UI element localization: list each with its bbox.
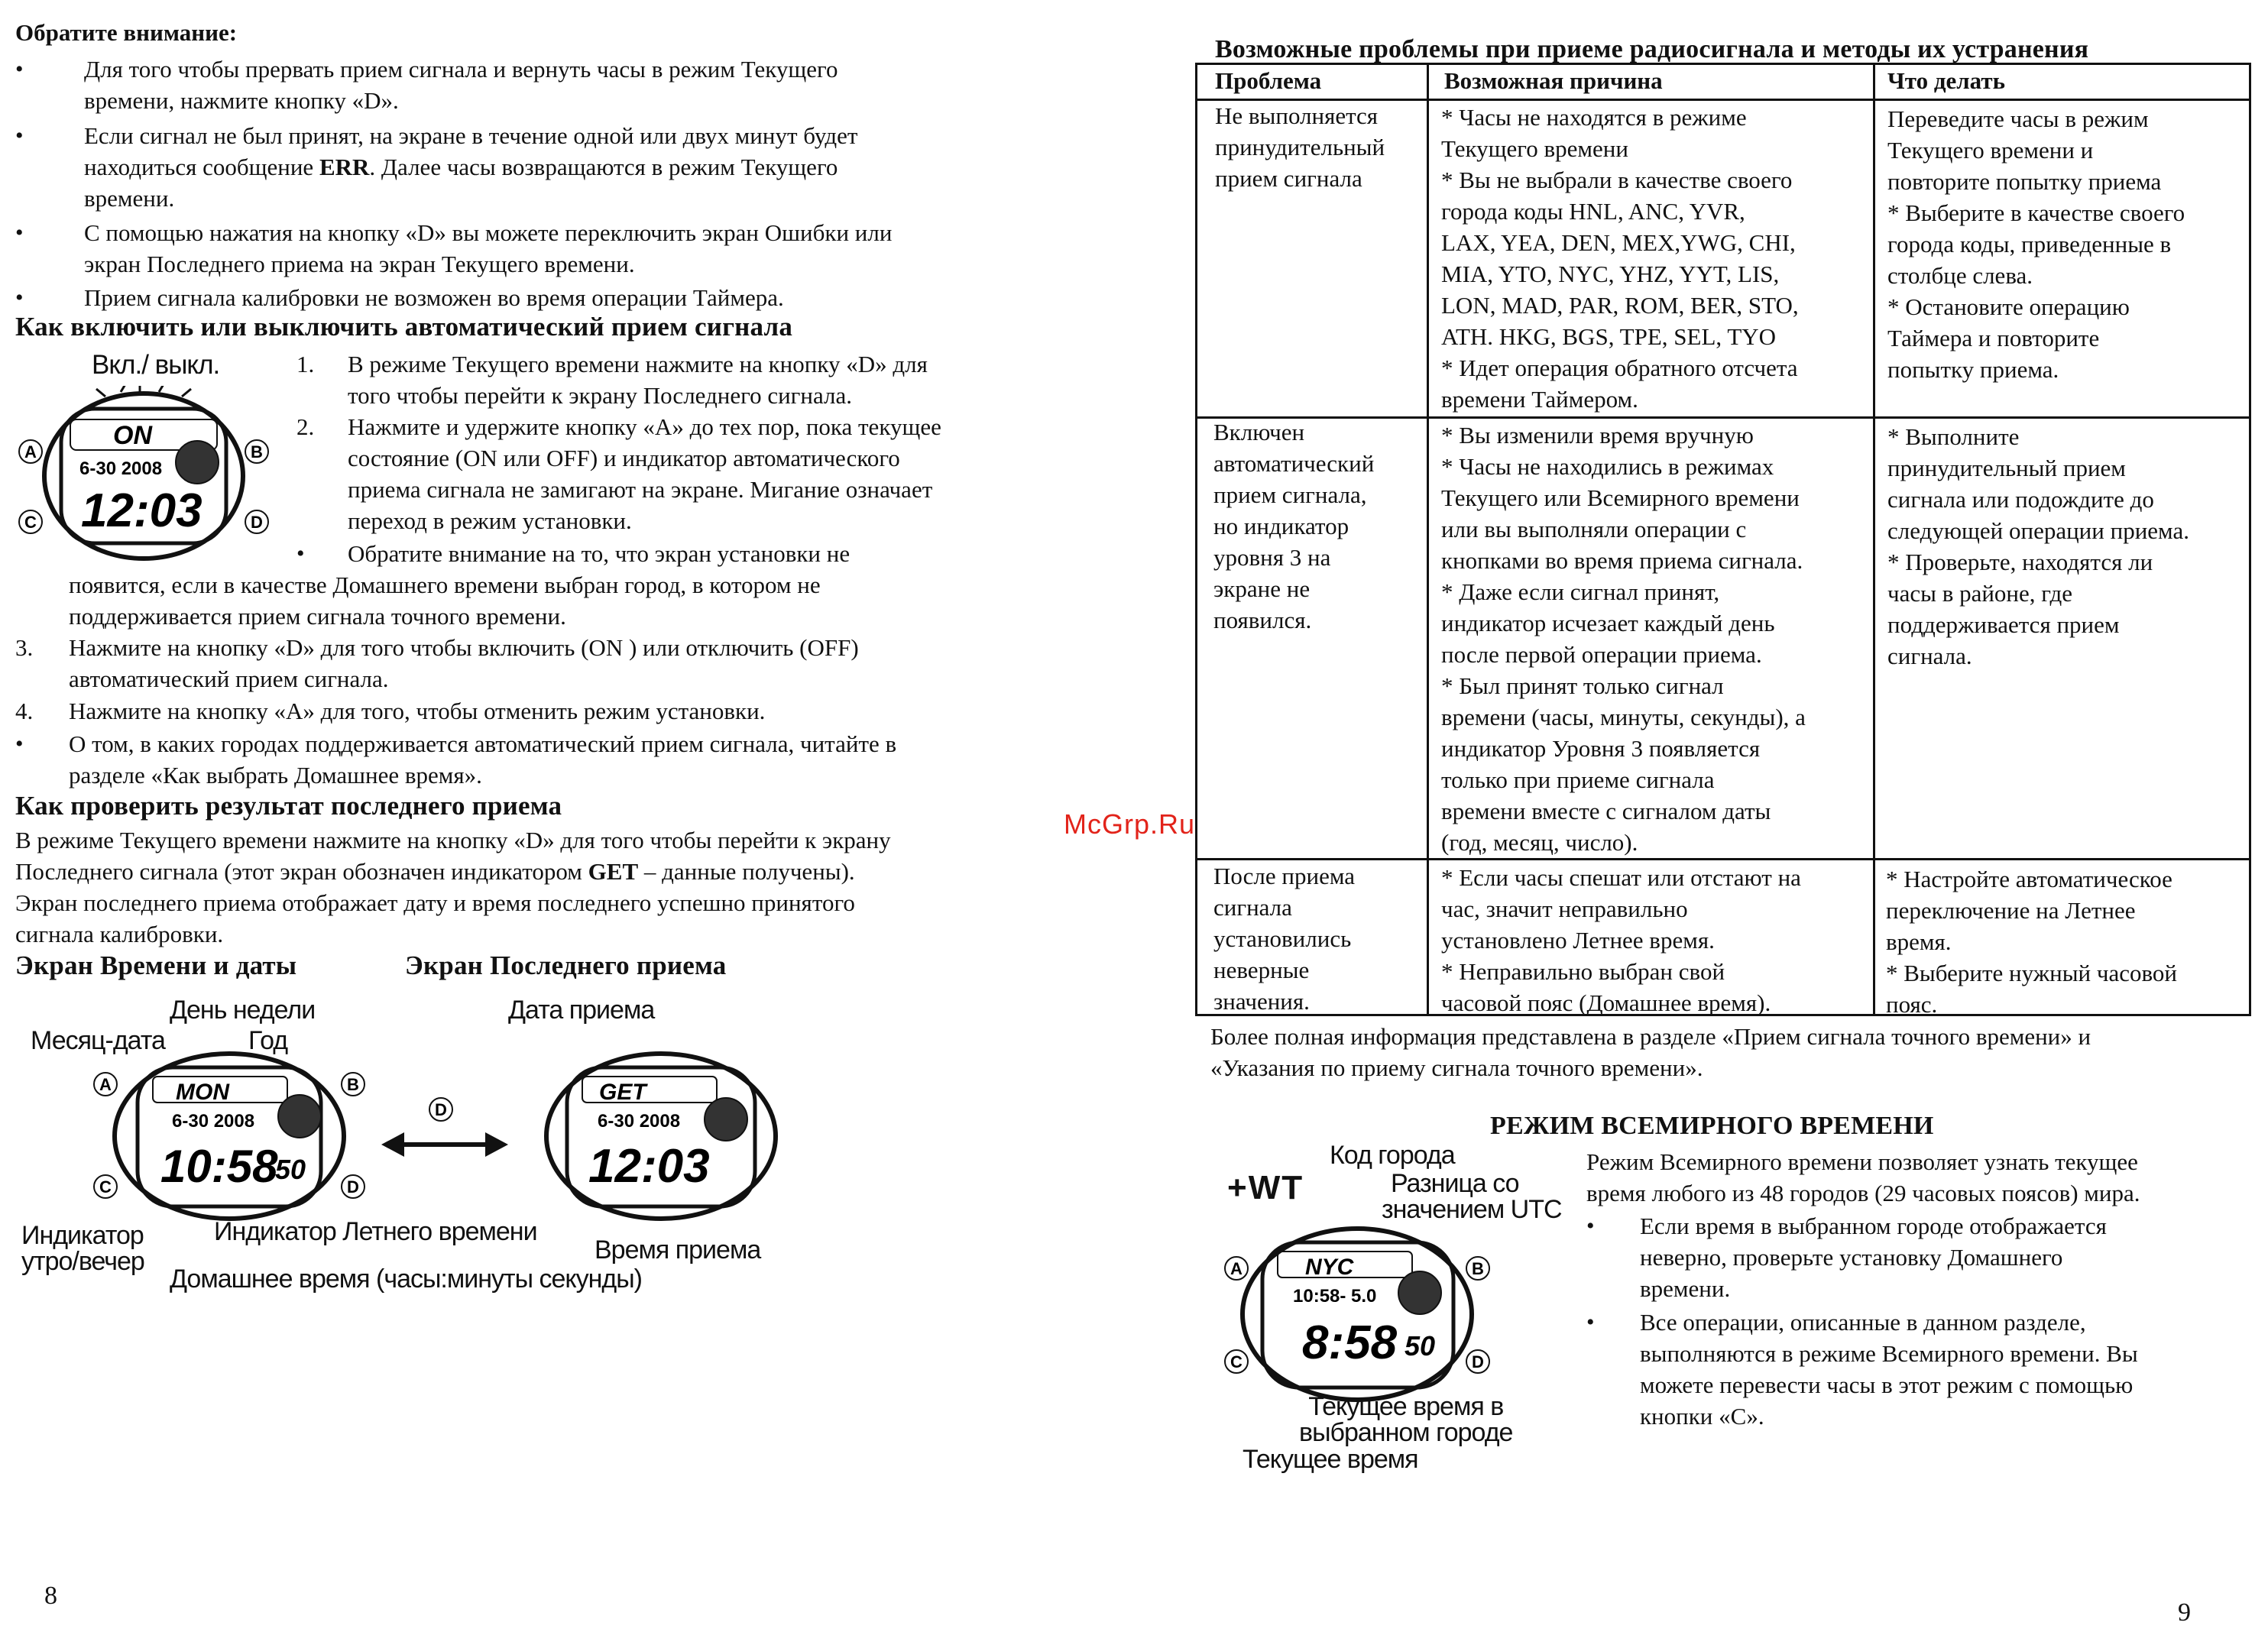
- attention-bullet-2-line-1: Если сигнал не был принят, на экране в течение одной или двух минут будет: [84, 122, 858, 149]
- world-intro-line-1: Режим Всемирного времени позволяет узнать текущее: [1586, 1148, 2138, 1175]
- watch-world-seconds: 50: [1405, 1330, 1436, 1362]
- attention-bullet-2-line-3: времени.: [84, 185, 175, 212]
- label-dst-indicator: Индикатор Летнего времени: [214, 1217, 537, 1246]
- screen-last-receive-heading: Экран Последнего приема: [405, 950, 727, 980]
- row-3-problem: После приема сигнала установились неверные значения.: [1213, 863, 1356, 1015]
- step-3-line-1: Нажмите на кнопку «D» для того чтобы включить (ON ) или отключить (OFF): [69, 634, 859, 661]
- step-bullet-line-1: О том, в каких городах поддерживается автоматический прием сигнала, читайте в: [69, 730, 897, 757]
- svg-text:D: D: [435, 1100, 447, 1119]
- svg-text:D: D: [347, 1177, 359, 1197]
- svg-text:C: C: [24, 513, 37, 532]
- row-1-cause: * Часы не находятся в режиме Текущего времени * Вы не выбрали в качестве своего города коды HNL, ANC, YVR, LAX, YEA, DEN, MEX,YWG, CHI, MIA, YTO, NYC, YHZ, YYT, LIS, LON, MAD, PAR, ROM, BER, STO, ATH. HKG, BGS, TPE, SEL, TYO * Идет операция обратного отсчета времени Таймером.: [1441, 104, 1799, 413]
- svg-text:C: C: [99, 1177, 112, 1197]
- watch-last-receive-illustration: [535, 1051, 787, 1226]
- step-note-line-2: появится, если в качестве Домашнего времени выбран город, в котором не: [69, 572, 821, 598]
- world-bullet-2-line-4: кнопки «C».: [1640, 1403, 1764, 1430]
- row-2-action: * Выполните принудительный прием сигнала или подождите до следующей операции приема. * Проверьте, находятся ли часы в районе, где поддерживается прием сигнала.: [1887, 423, 2189, 669]
- watch-world-top: NYC: [1305, 1255, 1354, 1280]
- svg-text:B: B: [347, 1075, 359, 1094]
- watch-world-time: 8:58: [1302, 1316, 1398, 1369]
- step-bullet-line-2: разделе «Как выбрать Домашнее время».: [69, 762, 482, 788]
- watch-time-date: 6-30 2008: [172, 1111, 255, 1132]
- svg-text:C: C: [1230, 1352, 1243, 1371]
- label-wt-indicator: +WT: [1227, 1169, 1304, 1206]
- label-city-code: Код города: [1330, 1141, 1455, 1170]
- attention-bullet-2-line-2: находиться сообщение ERR. Далее часы возвращаются в режим Текущего: [84, 154, 838, 180]
- watch-time-date-illustration: [84, 1051, 374, 1226]
- world-bullet-1-line-2: неверно, проверьте установку Домашнего: [1640, 1244, 2063, 1271]
- attention-bullet-3-line-2: экран Последнего приема на экран Текущего времени.: [84, 251, 635, 277]
- row-1-action: Переведите часы в режим Текущего времени и повторите попытку приема * Выберите в качестве своего города коды, приведенные в столбце слева. * Остановите операцию Таймера и повторите попытку приема.: [1887, 105, 2185, 383]
- step-2-line-4: переход в режим установки.: [348, 507, 632, 534]
- step-2-line-1: Нажмите и удержите кнопку «A» до тех пор, пока текущее: [348, 413, 941, 440]
- label-ampm: Индикатор утро/вечер: [21, 1221, 144, 1276]
- world-bullet-2-line-3: можете перевести часы в этот режим с помощью: [1640, 1371, 2134, 1398]
- world-bullet-1-line-3: времени.: [1640, 1275, 1731, 1302]
- svg-text:A: A: [99, 1075, 112, 1094]
- auto-receive-heading: Как включить или выключить автоматический прием сигнала: [15, 312, 793, 342]
- svg-text:B: B: [251, 442, 263, 461]
- step-note-line-1: Обратите внимание на то, что экран установки не: [348, 540, 851, 567]
- svg-text:B: B: [1472, 1259, 1484, 1278]
- step-1-number: 1.: [296, 351, 315, 377]
- attention-bullet-1-line-1: Для того чтобы прервать прием сигнала и вернуть часы в режим Текущего: [84, 56, 838, 83]
- label-weekday: День недели: [170, 996, 316, 1025]
- label-utc-offset: Разница со значением UTC: [1382, 1169, 1562, 1224]
- check-para-line-1: В режиме Текущего времени нажмите на кнопку «D» для того чтобы перейти к экрану: [15, 827, 891, 853]
- watch-time-clock: 10:58: [160, 1141, 278, 1192]
- page-number-right: 9: [2178, 1598, 2191, 1627]
- after-table-line-1: Более полная информация представлена в разделе «Прием сигнала точного времени» и: [1210, 1023, 2091, 1050]
- svg-text:A: A: [1230, 1259, 1243, 1278]
- row-2-cause: * Вы изменили время вручную * Часы не находились в режимах Текущего или Всемирного времени или вы выполняли операции с кнопками во время приема сигнала. * Даже если сигнал принят, индикатор исчезает каждый день после первой операции приема. * Был принят только сигнал времени (часы, минуты, секунды), а индикатор Уровня 3 появляется только при приеме сигнала времени вместе с сигналом даты (год, месяц, число).: [1441, 422, 1806, 856]
- label-year: Год: [248, 1026, 288, 1055]
- step-note-line-3: поддерживается прием сигнала точного времени.: [69, 603, 566, 630]
- watch-onoff-illustration: [14, 386, 274, 562]
- world-intro-line-2: время любого из 48 городов (29 часовых поясов) мира.: [1586, 1180, 2140, 1206]
- watch-time-top: MON: [176, 1080, 229, 1105]
- after-table-line-2: «Указания по приему сигнала точного времени».: [1210, 1054, 1703, 1081]
- svg-text:D: D: [251, 513, 263, 532]
- step-4-line-1: Нажмите на кнопку «A» для того, чтобы отменить режим установки.: [69, 698, 766, 724]
- watch-onoff-time: 12:03: [81, 484, 202, 537]
- step-1-line-1: В режиме Текущего времени нажмите на кнопку «D» для: [348, 351, 928, 377]
- watch-get-top: GET: [599, 1080, 646, 1105]
- world-time-heading: РЕЖИМ ВСЕМИРНОГО ВРЕМЕНИ: [1490, 1112, 1934, 1140]
- label-current-time: Текущее время: [1243, 1445, 1418, 1474]
- world-bullet-1-line-1: Если время в выбранном городе отображается: [1640, 1213, 2107, 1239]
- check-para-line-3: Экран последнего приема отображает дату и время последнего успешно принятого: [15, 889, 855, 916]
- th-problem: Проблема: [1215, 67, 1322, 94]
- row-3-cause: * Если часы спешат или отстают на час, значит неправильно установлено Летнее время. * Неправильно выбран свой часовой пояс (Домашнее время).: [1441, 864, 1801, 1016]
- step-2-line-2: состояние (ON или OFF) и индикатор автоматического: [348, 445, 900, 471]
- check-para-line-4: сигнала калибровки.: [15, 921, 224, 947]
- attention-bullet-3-line-1: С помощью нажатия на кнопку «D» вы можете переключить экран Ошибки или: [84, 219, 893, 246]
- step-2-line-3: приема сигнала не замигают на экране. Мигание означает: [348, 476, 933, 503]
- th-cause: Возможная причина: [1444, 67, 1663, 94]
- watch-time-seconds: 50: [275, 1154, 306, 1185]
- check-result-heading: Как проверить результат последнего приема: [15, 791, 562, 821]
- row-2-problem: Включен автоматический прием сигнала, но индикатор уровня 3 на экране не появился.: [1213, 419, 1375, 633]
- row-3-action: * Настройте автоматическое переключение на Летнее время. * Выберите нужный часовой пояс.: [1886, 866, 2178, 1018]
- check-para-line-2: Последнего сигнала (этот экран обозначен индикатором GET – данные получены).: [15, 858, 855, 885]
- world-bullet-2-line-2: выполняются в режиме Всемирного времени. Вы: [1640, 1340, 2138, 1367]
- label-current-time-selected-city: Текущее время в выбранном городе: [1299, 1392, 1513, 1447]
- row-1-problem: Не выполняется принудительный прием сигнала: [1215, 102, 1385, 192]
- svg-text:D: D: [1472, 1352, 1484, 1371]
- svg-text:A: A: [24, 442, 37, 461]
- screen-time-date-heading: Экран Времени и даты: [15, 950, 297, 980]
- step-2-number: 2.: [296, 413, 315, 440]
- watch-get-date: 6-30 2008: [598, 1111, 681, 1132]
- step-3-number: 3.: [15, 634, 34, 661]
- label-receive-time: Время приема: [595, 1235, 761, 1265]
- step-4-number: 4.: [15, 698, 34, 724]
- watermark: McGrp.Ru: [1064, 808, 1196, 840]
- label-home-time: Домашнее время (часы:минуты секунды): [170, 1265, 643, 1294]
- label-month-date: Месяц-дата: [31, 1026, 165, 1055]
- attention-bullet-4: Прием сигнала калибровки не возможен во время операции Таймера.: [84, 284, 784, 311]
- step-3-line-2: автоматический прием сигнала.: [69, 665, 389, 692]
- world-bullet-2-line-1: Все операции, описанные в данном разделе,: [1640, 1309, 2086, 1336]
- th-action: Что делать: [1887, 67, 2005, 94]
- attention-bullet-1-line-2: времени, нажмите кнопку «D».: [84, 87, 399, 114]
- page-number-left: 8: [44, 1582, 57, 1610]
- watch-get-time: 12:03: [588, 1140, 710, 1193]
- watch-world-date: 10:58- 5.0: [1293, 1286, 1377, 1307]
- watch-onoff-top: ON: [113, 421, 152, 450]
- watch-onoff-date: 6-30 2008: [79, 458, 163, 479]
- step-1-line-2: того чтобы перейти к экрану Последнего сигнала.: [348, 382, 852, 409]
- label-receive-date: Дата приема: [508, 996, 655, 1025]
- table-title: Возможные проблемы при приеме радиосигнала и методы их устранения: [1215, 35, 2089, 63]
- onoff-label: Вкл./ выкл.: [92, 350, 220, 380]
- double-arrow-icon: [378, 1093, 516, 1161]
- watch-world-time-illustration: [1220, 1222, 1495, 1406]
- attention-title: Обратите внимание:: [15, 19, 238, 46]
